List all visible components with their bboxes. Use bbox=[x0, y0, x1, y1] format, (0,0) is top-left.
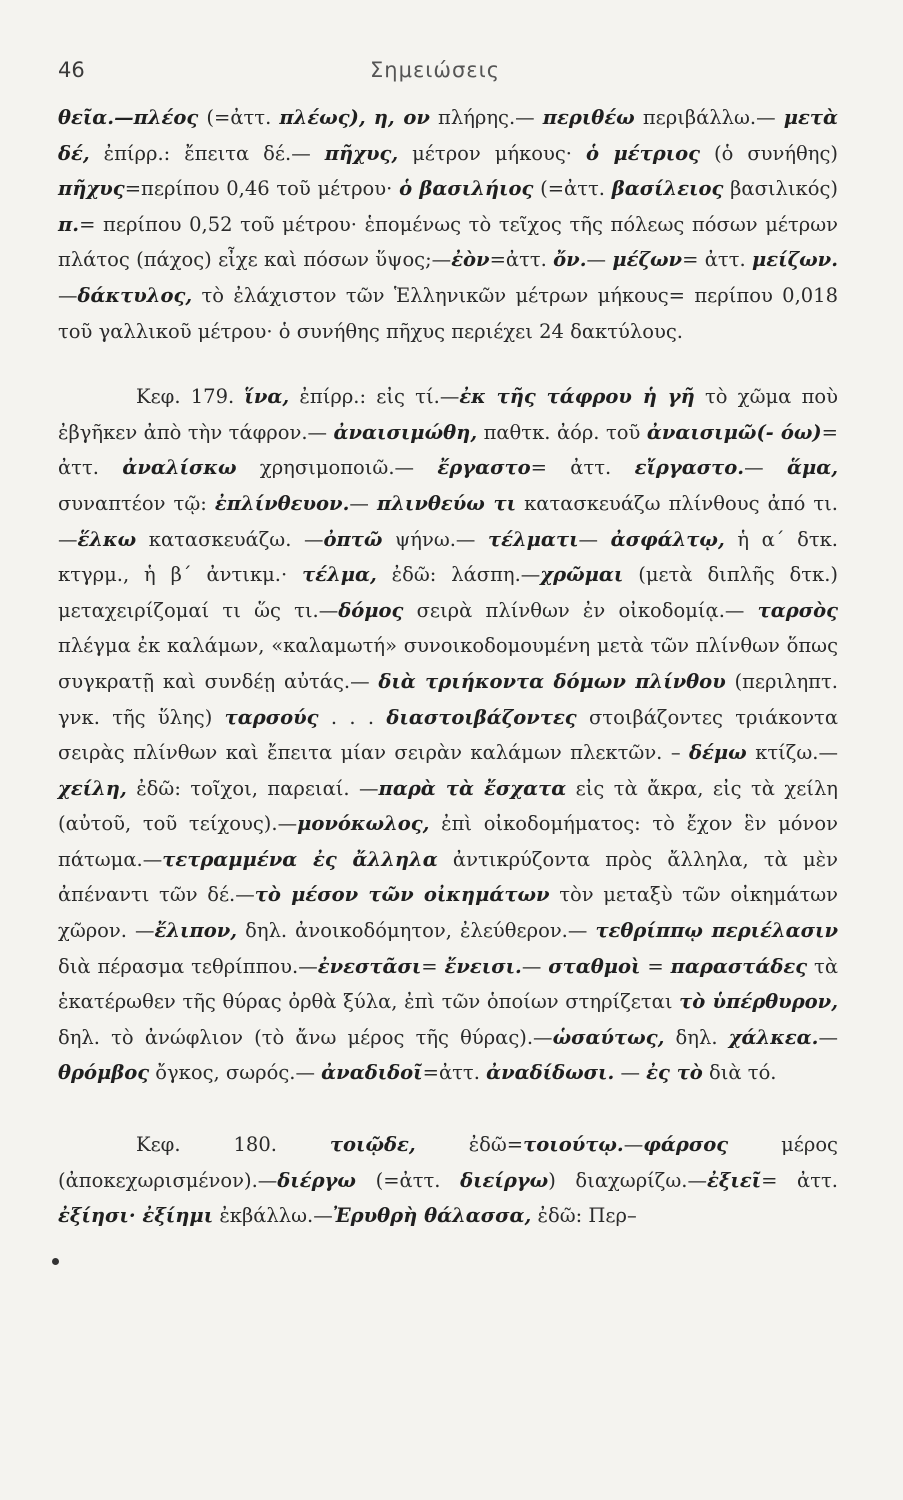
headword: τέλμα, bbox=[302, 563, 377, 587]
headword: μονόκωλος, bbox=[297, 812, 430, 836]
headword: ἔργαστο bbox=[437, 456, 531, 480]
gloss-text: ὄγκος, σωρός.— bbox=[149, 1061, 322, 1085]
gloss-text: =περίπου 0,46 τοῦ μέτρου· bbox=[124, 177, 400, 201]
gloss-text: — bbox=[818, 1025, 838, 1049]
gloss-text: — bbox=[744, 456, 787, 480]
headword: ἀσφάλτῳ, bbox=[610, 527, 725, 551]
headword: δέμω bbox=[689, 741, 747, 765]
headword: ἀναισιμῶ(- όω) bbox=[646, 420, 822, 444]
gloss-text: =ἀττ. bbox=[422, 1061, 487, 1085]
gloss-text: = ἀττ. bbox=[682, 248, 752, 272]
headword: ἐνεστᾶσι bbox=[317, 954, 422, 978]
gloss-text: ἐδῶ: τοῖχοι, παρειαί. — bbox=[126, 776, 379, 800]
headword: ἀναδιδοῖ bbox=[321, 1061, 423, 1085]
headword: πῆχυς, bbox=[324, 141, 399, 165]
gloss-text: δηλ. τὸ ἀνώφλιον (τὸ ἄνω μέρος τῆς θύρας).— bbox=[58, 1025, 553, 1049]
gloss-text: ψήνω.— bbox=[382, 527, 489, 551]
headword: ὀπτῶ bbox=[323, 527, 383, 551]
gloss-text: εἰς τὰ ἄκρα, εἰς τὰ χείλη (αὐτοῦ, τοῦ τείχους).— bbox=[58, 776, 838, 836]
headword: διαστοιβάζοντες bbox=[386, 705, 577, 729]
gloss-text: πλέγμα ἐκ καλάμων, «καλαμωτή» συνοικοδομουμένη μετὰ τῶν πλίνθων ὅπως συγκρατῇ καὶ συνδέῃ αὐτάς.— bbox=[58, 634, 838, 693]
gloss-text: ἐδῶ= bbox=[415, 1133, 524, 1157]
gloss-text: διὰ τό. bbox=[702, 1061, 777, 1085]
gloss-text: = ἀττ. bbox=[761, 1168, 838, 1192]
gloss-text: (=ἀττ. bbox=[356, 1168, 461, 1192]
gloss-text: ἐδῶ: λάσπη.— bbox=[376, 563, 541, 587]
headword: τοιούτῳ. bbox=[523, 1133, 624, 1157]
headword: ὁ μέτριος bbox=[585, 141, 701, 165]
page-header bbox=[58, 58, 848, 94]
headword: ὄν. bbox=[553, 248, 587, 272]
headword: δάκτυλος, bbox=[77, 283, 193, 307]
gloss-text: μέρος (ἀποκεχωρισμένον).— bbox=[58, 1133, 838, 1192]
headword: Ἐρυθρὴ θάλασσα, bbox=[332, 1204, 532, 1228]
headword: τέλματι bbox=[488, 527, 579, 551]
headword: μέζων bbox=[612, 248, 683, 272]
gloss-text: = ἀττ. bbox=[530, 456, 635, 480]
headword: χρῶμαι bbox=[540, 563, 624, 587]
gloss-text: διὰ πέρασμα τεθρίππου.— bbox=[58, 954, 318, 978]
gloss-text: — bbox=[58, 283, 78, 307]
headword: η, ον bbox=[373, 106, 430, 129]
gloss-text: — bbox=[623, 1133, 644, 1157]
gloss-text: = ἀττ. bbox=[58, 420, 838, 480]
gloss-text: ἐπίρρ.: ἔπειτα δέ.— bbox=[89, 141, 325, 165]
gloss-text: πλήρης.— bbox=[429, 106, 543, 129]
gloss-text: ἡ α΄ δτκ. κτγρμ., ἡ β΄ ἀντικμ.· bbox=[58, 527, 838, 587]
gloss-text: κτίζω.— bbox=[746, 741, 838, 765]
gloss-text: παθτκ. ἀόρ. τοῦ bbox=[477, 420, 647, 444]
headword: διείργω bbox=[460, 1168, 549, 1192]
gloss-text: τὸ χῶμα ποὺ ἐβγῆκεν ἀπὸ τὴν τάφρον.— bbox=[58, 385, 838, 444]
headword: πλινθεύω τι bbox=[376, 491, 517, 515]
headword: μετὰ δέ, bbox=[58, 106, 838, 165]
gloss-text: ἀντικρύζοντα πρὸς ἄλληλα, τὰ μὲν ἀπέναντι τῶν δέ.— bbox=[58, 847, 838, 907]
notes-body bbox=[58, 100, 838, 1234]
headword: πῆχυς bbox=[58, 177, 125, 201]
headword: π. bbox=[58, 212, 80, 236]
headword: μείζων. bbox=[752, 248, 838, 272]
headword: χείλη, bbox=[58, 776, 127, 800]
gloss-text: =ἀττ. bbox=[489, 248, 554, 272]
headword: δόμος bbox=[338, 598, 404, 622]
headword: ταρσούς bbox=[224, 705, 319, 729]
headword: σταθμοὶ bbox=[548, 954, 641, 978]
headword: διὰ τριήκοντα δόμων πλίνθου bbox=[378, 669, 726, 693]
headword: βασίλειος bbox=[611, 177, 724, 201]
headword: τὸ μέσον τῶν οἰκημάτων bbox=[254, 883, 550, 907]
headword: ἕλκω bbox=[77, 527, 137, 551]
headword: ἐὸν bbox=[451, 248, 490, 272]
headword: ἵνα, bbox=[244, 385, 290, 409]
headword: ἅμα, bbox=[786, 456, 839, 480]
gloss-text: συναπτέον τῷ: bbox=[58, 491, 215, 515]
gloss-text: (ὁ συνήθης) bbox=[700, 141, 839, 165]
headword: ἐκ τῆς τάφρου ἡ γῆ bbox=[459, 385, 695, 409]
gloss-text: χρησιμοποιῶ.— bbox=[236, 456, 438, 480]
note-paragraph bbox=[58, 1127, 838, 1234]
headword: τετραμμένα ἐς ἄλληλα bbox=[162, 847, 438, 871]
headword: χάλκεα. bbox=[728, 1025, 819, 1049]
headword: παρὰ τὰ ἔσχατα bbox=[378, 776, 567, 800]
gloss-text: ἐπίρρ.: εἰς τί.— bbox=[289, 385, 460, 409]
gloss-text: τὸν μεταξὺ τῶν οἰκημάτων χῶρον. — bbox=[58, 883, 838, 943]
gloss-text: (περιληπτ. γνκ. τῆς ὕλης) bbox=[58, 669, 838, 729]
gloss-text: ἐδῶ: Περ– bbox=[531, 1204, 637, 1228]
headword: θρόμβος bbox=[58, 1061, 150, 1085]
headword: φάρσος bbox=[643, 1133, 729, 1157]
note-paragraph bbox=[58, 379, 838, 1091]
gloss-text: ἐκβάλλω.— bbox=[213, 1204, 333, 1228]
page-number: 46 bbox=[58, 58, 85, 82]
gloss-text: στοιβάζοντες τριάκοντα σειρὰς πλίνθων καὶ ἔπειτα μίαν σειρὰν καλάμων πλεκτῶν. – bbox=[58, 705, 838, 765]
gloss-text: . . . bbox=[318, 705, 387, 729]
note-paragraph bbox=[58, 100, 838, 349]
running-head: Σημειώσεις bbox=[370, 58, 501, 82]
gloss-text: Κεφ. 180. bbox=[136, 1133, 330, 1157]
headword: ταρσὸς bbox=[757, 598, 838, 622]
ink-dot bbox=[52, 1258, 59, 1265]
gloss-text: ) διαχωρίζω.— bbox=[548, 1168, 707, 1192]
gloss-text: δηλ. ἀνοικοδόμητον, ἐλεύθερον.— bbox=[237, 919, 596, 943]
gloss-text: μέτρον μήκους· bbox=[398, 141, 586, 165]
gloss-text: τὰ ἑκατέρωθεν τῆς θύρας ὀρθὰ ξύλα, ἐπὶ τῶν ὁποίων στηρίζεται bbox=[58, 954, 838, 1014]
gloss-text: κατασκευάζω. — bbox=[136, 527, 324, 551]
gloss-text: — bbox=[614, 1061, 647, 1085]
headword: ἐς τὸ bbox=[646, 1061, 703, 1085]
headword: ἀναισιμώθη, bbox=[333, 420, 478, 444]
headword: πλέως), bbox=[279, 106, 366, 129]
headword: ἐξιεῖ bbox=[706, 1168, 762, 1192]
gloss-text: (μετὰ διπλῆς δτκ.) μεταχειρίζομαί τι ὥς τι.— bbox=[58, 563, 839, 622]
gloss-text bbox=[366, 106, 374, 129]
headword: εἴργαστο. bbox=[634, 456, 745, 480]
headword: παραστάδες bbox=[670, 954, 808, 978]
gloss-text: (=ἀττ. bbox=[533, 177, 612, 201]
gloss-text: — bbox=[521, 954, 549, 978]
headword: διέργω bbox=[277, 1168, 357, 1192]
gloss-text: — bbox=[578, 527, 611, 551]
gloss-text: = περίπου 0,52 τοῦ μέτρου· ἑπομένως τὸ τεῖχος τῆς πόλεως πόσων μέτρων πλάτος (πάχος) εἶχε καὶ πόσων ὕψος;— bbox=[58, 212, 838, 272]
gloss-text: ἐπὶ οἰκοδομήματος: τὸ ἔχον ἓν μόνον πάτωμα.— bbox=[58, 812, 838, 871]
gloss-text: περιβάλλω.— bbox=[634, 106, 784, 129]
headword: τοιῷδε, bbox=[329, 1133, 416, 1157]
headword: τὸ ὑπέρθυρον, bbox=[679, 990, 839, 1014]
headword: ἐπλίνθευον. bbox=[214, 491, 350, 515]
gloss-text: δηλ. bbox=[664, 1025, 729, 1049]
gloss-text: σειρὰ πλίνθων ἐν οἰκοδομίᾳ.— bbox=[403, 598, 758, 622]
headword: θεῖα.—πλέος bbox=[58, 106, 199, 129]
headword: τεθρίππῳ περιέλασιν bbox=[595, 919, 838, 943]
headword: περιθέω bbox=[542, 106, 635, 129]
gloss-text: βασιλικός) bbox=[723, 177, 838, 201]
headword: ἐξίησι· ἐξίημι bbox=[58, 1204, 214, 1228]
gloss-text: = bbox=[640, 954, 671, 978]
gloss-text: = bbox=[421, 954, 445, 978]
gloss-text: Κεφ. 179. bbox=[136, 385, 245, 409]
gloss-text: — bbox=[349, 491, 377, 515]
headword: ἀναλίσκω bbox=[122, 456, 237, 480]
gloss-text: (=ἀττ. bbox=[198, 106, 280, 129]
gloss-text: — bbox=[586, 248, 613, 272]
headword: ἔλιπον, bbox=[154, 919, 238, 943]
headword: ὡσαύτως, bbox=[552, 1025, 665, 1049]
gloss-text: κατασκευάζω πλίνθους ἀπό τι.— bbox=[58, 491, 839, 551]
headword: ὁ βασιλήιος bbox=[399, 177, 534, 201]
headword: ἔνεισι. bbox=[444, 954, 522, 978]
gloss-text: τὸ ἐλάχιστον τῶν Ἑλληνικῶν μέτρων μήκους= περίπου 0,018 τοῦ γαλλικοῦ μέτρου· ὁ συνήθης πῆχυς περιέχει 24 δακτύλους. bbox=[58, 283, 838, 343]
headword: ἀναδίδωσι. bbox=[486, 1061, 615, 1085]
